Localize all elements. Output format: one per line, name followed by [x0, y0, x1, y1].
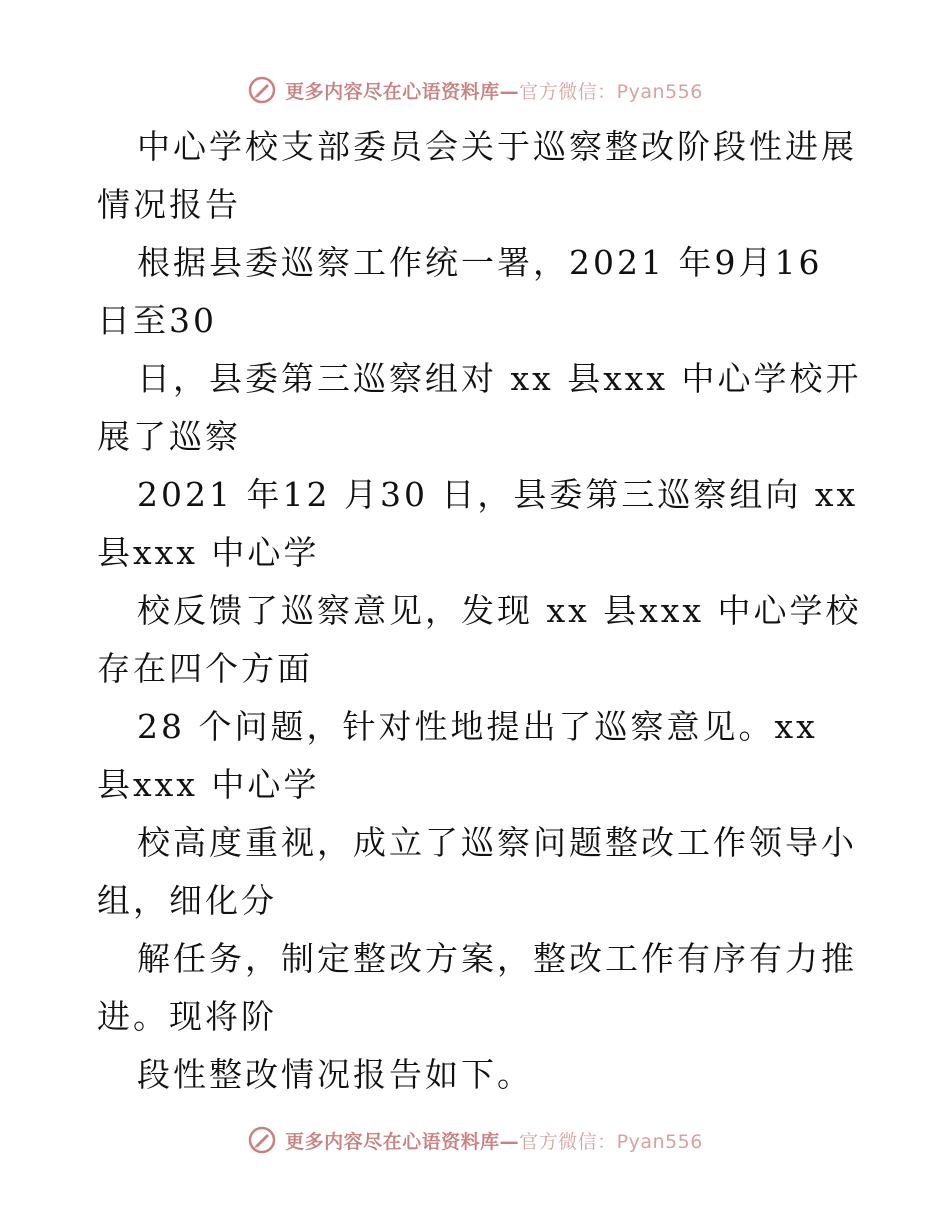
paragraph: 日，县委第三巡察组对 xx 县xxx 中心学校开展了巡察: [97, 359, 862, 456]
footer-watermark: [0, 1120, 950, 1160]
document-body: [97, 118, 867, 1104]
watermark-text: 更多内容尽在心语资料库—: [285, 1130, 520, 1153]
header-watermark: [0, 70, 950, 110]
watermark-text: 更多内容尽在心语资料库—: [285, 80, 520, 103]
paragraph: 校反馈了巡察意见，发现 xx 县xxx 中心学校存在四个方面: [97, 591, 862, 688]
document-title: 中心学校支部委员会关于巡察整改阶段性进展情况报告: [97, 127, 857, 224]
watermark-wechat: 官方微信：Pyan556: [519, 80, 703, 103]
paragraph: 解任务，制定整改方案，整改工作有序有力推进。现将阶: [97, 939, 857, 1036]
paragraph: 段性整改情况报告如下。: [137, 1055, 533, 1094]
pen-seal-icon: [247, 1125, 277, 1155]
pen-seal-icon: [247, 75, 277, 105]
paragraph: 2021 年12 月30 日，县委第三巡察组向 xx 县xxx 中心学: [97, 475, 859, 572]
paragraph: 28 个问题，针对性地提出了巡察意见。xx 县xxx 中心学: [97, 707, 818, 804]
paragraph: 根据县委巡察工作统一署，2021 年9月16 日至30: [97, 243, 823, 340]
paragraph: 校高度重视，成立了巡察问题整改工作领导小组，细化分: [97, 823, 857, 920]
watermark-wechat: 官方微信：Pyan556: [519, 1130, 703, 1153]
